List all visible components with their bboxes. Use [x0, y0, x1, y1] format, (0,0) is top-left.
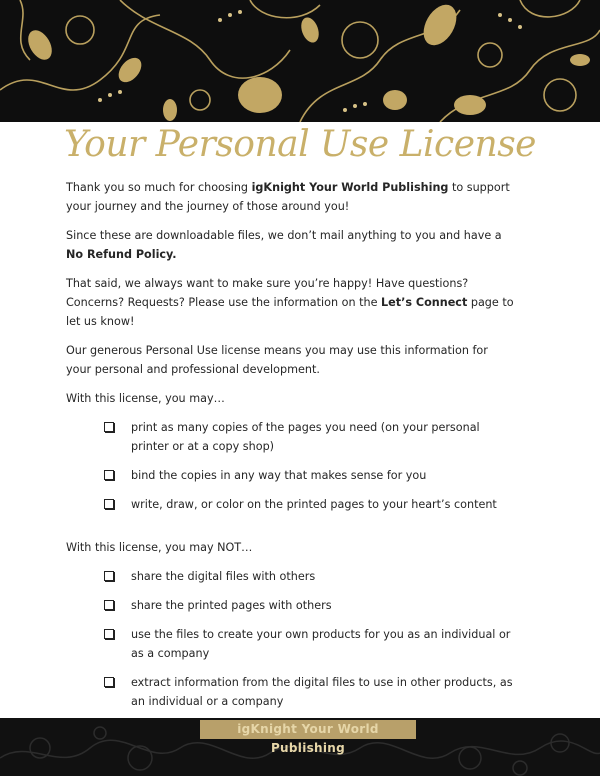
footer-banner — [0, 718, 600, 776]
checkbox-icon — [104, 499, 114, 509]
gold-floral-ornament — [0, 0, 600, 122]
decorative-header-banner — [0, 0, 600, 122]
list-item: write, draw, or color on the printed pages to your heart’s content — [66, 495, 516, 514]
list-item: use the files to create your own products for you as an individual or as a company — [66, 625, 516, 663]
checkbox-icon — [104, 677, 114, 687]
license-body — [66, 178, 516, 721]
checkbox-icon — [104, 470, 114, 480]
refund-policy: No Refund Policy. — [66, 248, 177, 261]
brand-name: igKnight Your World Publishing — [251, 181, 449, 194]
list-item: extract information from the digital files to use in other products, as an individual or a company — [66, 673, 516, 711]
may-list — [66, 418, 516, 514]
may-not-heading: With this license, you may NOT… — [66, 541, 253, 554]
list-item: share the printed pages with others — [66, 596, 516, 615]
lets-connect-reference: Let’s Connect — [381, 296, 468, 309]
license-paragraph: Our generous Personal Use license means you may use this information for your personal and professional development. — [66, 344, 488, 376]
footer-publisher-label: igKnight Your World Publishing — [200, 720, 416, 739]
refund-paragraph: Since these are downloadable files, we don’t mail anything to you and have a No Refund Policy. — [66, 229, 502, 261]
list-item: bind the copies in any way that makes sense for you — [66, 466, 516, 485]
may-not-list — [66, 567, 516, 711]
contact-paragraph: That said, we always want to make sure you’re happy! Have questions? Concerns? Requests? Please use the information on the Let’s Connect page to let us know! — [66, 277, 514, 328]
checkbox-icon — [104, 571, 114, 581]
page-title: Your Personal Use License — [64, 124, 536, 165]
checkbox-icon — [104, 422, 114, 432]
may-heading: With this license, you may… — [66, 392, 225, 405]
checkbox-icon — [104, 600, 114, 610]
checkbox-icon — [104, 629, 114, 639]
list-item: print as many copies of the pages you need (on your personal printer or at a copy shop) — [66, 418, 516, 456]
intro-paragraph: Thank you so much for choosing igKnight Your World Publishing to support your journey and the journey of those around you! — [66, 181, 510, 213]
list-item: share the digital files with others — [66, 567, 516, 586]
